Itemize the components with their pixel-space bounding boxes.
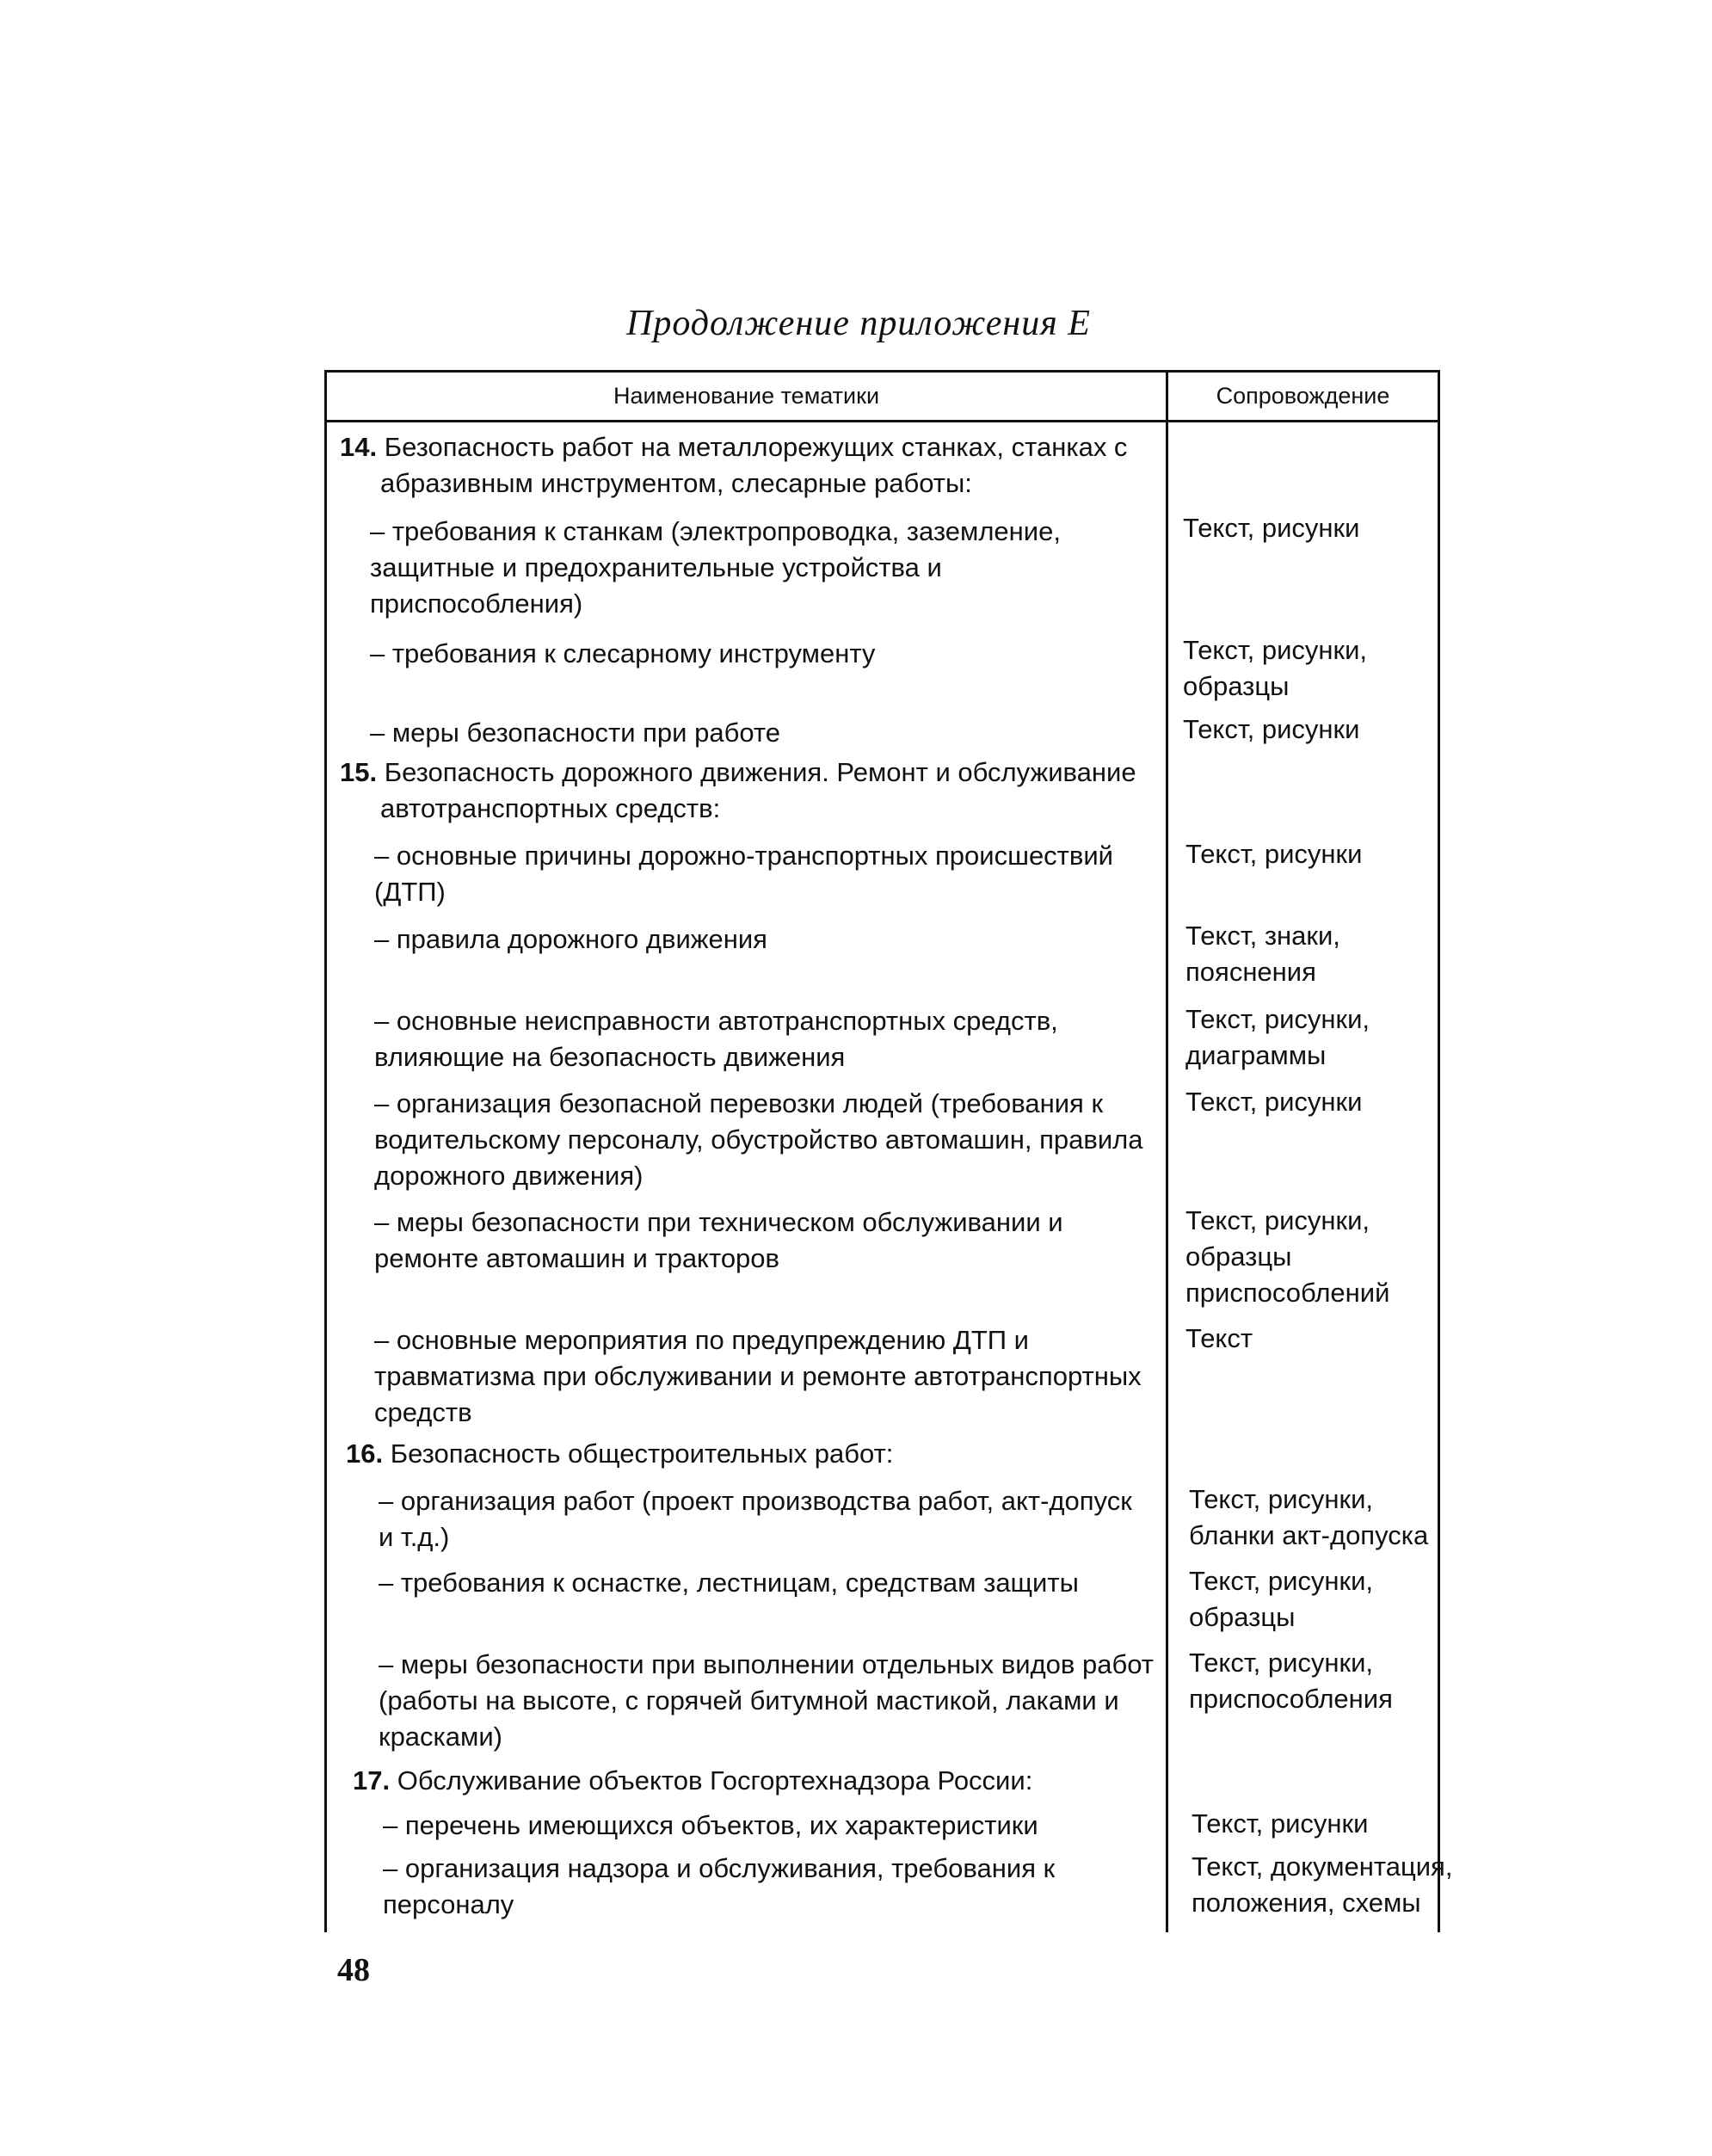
item-line: – организация надзора и обслуживания, требования к bbox=[383, 1853, 1056, 1883]
table-row bbox=[379, 1483, 1132, 1555]
header-topic: Наименование тематики bbox=[613, 383, 880, 409]
item-line: – правила дорожного движения bbox=[374, 924, 767, 954]
page-title: Продолжение приложения Е bbox=[626, 304, 1091, 343]
table-row bbox=[379, 1647, 1154, 1755]
support-line: Текст, документация, bbox=[1192, 1851, 1453, 1882]
support-line: Текст, рисунки, bbox=[1189, 1484, 1374, 1514]
support-line: Текст, рисунки, bbox=[1183, 635, 1368, 665]
item-line: – перечень имеющихся объектов, их характеристики bbox=[383, 1810, 1038, 1840]
item-line: красками) bbox=[379, 1722, 502, 1752]
item-line: травматизма при обслуживании и ремонте автотранспортных bbox=[374, 1361, 1142, 1391]
support-line: образцы bbox=[1183, 671, 1290, 701]
section-number: 17. bbox=[353, 1765, 391, 1796]
section-title-line1: Безопасность дорожного движения. Ремонт и обслуживание bbox=[384, 757, 1136, 787]
table-row bbox=[383, 1851, 1055, 1923]
support-cell bbox=[1183, 510, 1359, 546]
support-cell bbox=[1192, 1806, 1368, 1842]
table-row bbox=[370, 514, 1061, 622]
support-cell bbox=[1185, 1001, 1370, 1074]
item-line: дорожного движения) bbox=[374, 1161, 644, 1191]
table-row bbox=[374, 921, 767, 958]
section-number: 14. bbox=[340, 432, 378, 462]
support-line: Текст, рисунки bbox=[1185, 1087, 1363, 1117]
section-title-line1: Безопасность общестроительных работ: bbox=[390, 1438, 894, 1469]
support-cell bbox=[1189, 1481, 1428, 1554]
section-16-title bbox=[346, 1436, 893, 1472]
section-title-line1: Безопасность работ на металлорежущих станках, станках с bbox=[384, 432, 1128, 462]
support-cell bbox=[1185, 918, 1340, 990]
topics-table bbox=[324, 370, 1453, 1932]
section-number: 15. bbox=[340, 757, 378, 787]
item-line: – требования к станкам (электропроводка, заземление, bbox=[370, 516, 1061, 546]
support-cell bbox=[1185, 1084, 1362, 1120]
item-line: приспособления) bbox=[370, 588, 583, 619]
item-line: – основные неисправности автотранспортных средств, bbox=[374, 1006, 1058, 1036]
support-line: приспособлений bbox=[1185, 1278, 1390, 1308]
table-row bbox=[370, 636, 875, 672]
item-line: – основные мероприятия по предупреждению ДТП и bbox=[374, 1325, 1029, 1355]
support-line: образцы bbox=[1189, 1602, 1296, 1632]
support-cell bbox=[1183, 632, 1367, 705]
support-cell bbox=[1185, 1321, 1253, 1357]
support-line: Текст, рисунки bbox=[1185, 839, 1363, 869]
support-line: диаграммы bbox=[1185, 1040, 1327, 1070]
section-title-line2: автотранспортных средств: bbox=[380, 793, 721, 823]
support-line: Текст bbox=[1185, 1323, 1253, 1353]
support-cell bbox=[1183, 711, 1359, 748]
table-row bbox=[379, 1565, 1079, 1601]
item-line: – организация работ (проект производства работ, акт-допуск bbox=[379, 1486, 1132, 1516]
item-line: – требования к оснастке, лестницам, средствам защиты bbox=[379, 1568, 1079, 1598]
item-line: ремонте автомашин и тракторов bbox=[374, 1243, 780, 1273]
item-line: влияющие на безопасность движения bbox=[374, 1042, 846, 1072]
section-number: 16. bbox=[346, 1438, 384, 1469]
table-row bbox=[374, 1003, 1058, 1075]
table-header bbox=[327, 373, 1438, 422]
table-row bbox=[374, 1322, 1142, 1431]
support-line: положения, схемы bbox=[1192, 1888, 1421, 1918]
table-row bbox=[370, 715, 780, 751]
support-line: Текст, рисунки, bbox=[1189, 1648, 1374, 1678]
support-cell bbox=[1185, 836, 1362, 872]
section-14-title bbox=[340, 429, 1127, 502]
support-line: Текст, рисунки bbox=[1183, 513, 1360, 543]
table-row bbox=[383, 1808, 1038, 1844]
section-title-line1: Обслуживание объектов Госгортехнадзора России: bbox=[397, 1765, 1033, 1796]
table-row bbox=[374, 1204, 1063, 1277]
support-line: Текст, рисунки, bbox=[1185, 1205, 1370, 1235]
item-line: – основные причины дорожно-транспортных происшествий bbox=[374, 841, 1113, 871]
item-line: водительскому персоналу, обустройство автомашин, правила bbox=[374, 1124, 1143, 1155]
item-line: – меры безопасности при выполнении отдельных видов работ bbox=[379, 1649, 1154, 1679]
support-cell bbox=[1189, 1563, 1373, 1635]
table-row bbox=[374, 838, 1113, 910]
support-cell bbox=[1189, 1645, 1393, 1717]
item-line: и т.д.) bbox=[379, 1522, 450, 1552]
item-line: средств bbox=[374, 1397, 472, 1427]
section-17-title bbox=[353, 1763, 1032, 1799]
support-line: Текст, рисунки, bbox=[1185, 1004, 1370, 1034]
item-line: – требования к слесарному инструменту bbox=[370, 638, 876, 668]
item-line: (ДТП) bbox=[374, 877, 446, 907]
item-line: – меры безопасности при работе bbox=[370, 718, 780, 748]
section-15-title bbox=[340, 755, 1136, 827]
item-line: защитные и предохранительные устройства и bbox=[370, 552, 942, 582]
support-line: Текст, рисунки bbox=[1183, 714, 1360, 744]
page-number: 48 bbox=[337, 1952, 370, 1988]
section-title-line2: абразивным инструментом, слесарные работы: bbox=[380, 468, 972, 498]
item-line: – организация безопасной перевозки людей (требования к bbox=[374, 1088, 1104, 1118]
support-line: Текст, знаки, bbox=[1185, 921, 1340, 951]
item-line: – меры безопасности при техническом обслуживании и bbox=[374, 1207, 1063, 1237]
support-line: Текст, рисунки bbox=[1192, 1808, 1369, 1839]
support-cell bbox=[1192, 1849, 1452, 1921]
table-row bbox=[374, 1086, 1142, 1194]
support-line: бланки акт-допуска bbox=[1189, 1520, 1429, 1550]
support-line: образцы bbox=[1185, 1241, 1292, 1272]
column-divider bbox=[1166, 373, 1168, 1932]
item-line: (работы на высоте, с горячей битумной мастикой, лаками и bbox=[379, 1685, 1119, 1716]
support-line: пояснения bbox=[1185, 957, 1316, 987]
support-line: Текст, рисунки, bbox=[1189, 1566, 1374, 1596]
support-cell bbox=[1185, 1203, 1389, 1311]
header-support: Сопровождение bbox=[1216, 383, 1390, 409]
item-line: персоналу bbox=[383, 1889, 514, 1919]
support-line: приспособления bbox=[1189, 1684, 1393, 1714]
